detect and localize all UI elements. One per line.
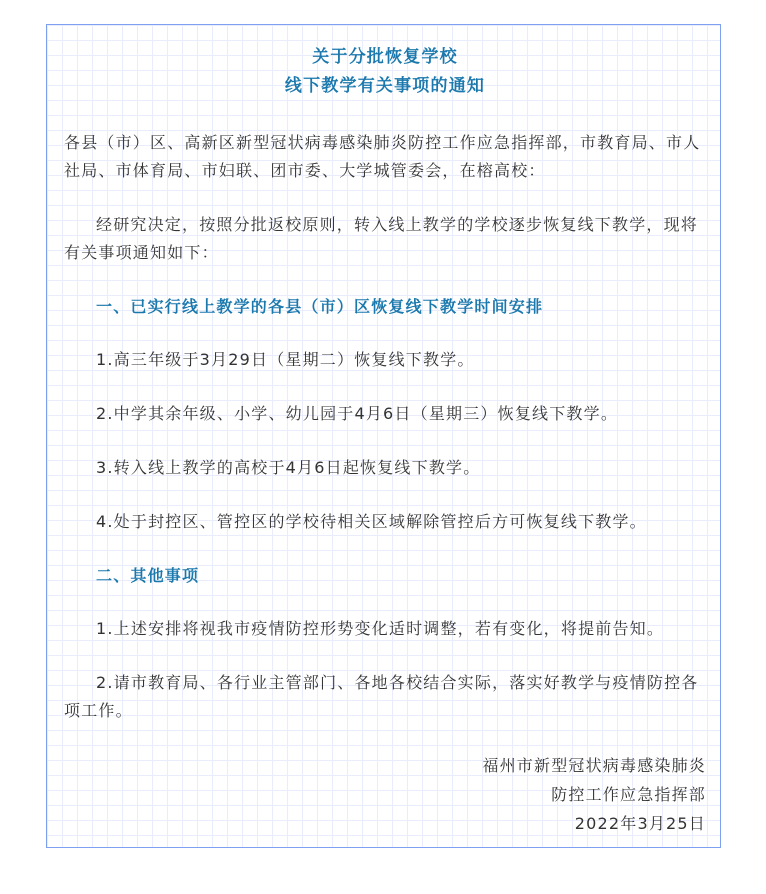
section-1-item: 4.处于封控区、管控区的学校待相关区域解除管控后方可恢复线下教学。 [96,512,647,531]
intro-paragraph: 经研究决定，按照分批返校原则，转入线上教学的学校逐步恢复线下教学，现将有关事项通知如下： [64,215,699,262]
section-2-item: 2.请市教育局、各行业主管部门、各地各校结合实际，落实好教学与疫情防控各项工作。 [64,673,699,720]
section-2-heading: 二、其他事项 [96,566,200,585]
signature-date: 2022年3月25日 [574,814,706,833]
section-2-item: 1.上述安排将视我市疫情防控形势变化适时调整，若有变化，将提前告知。 [96,619,665,638]
document-body [64,43,706,838]
notice-document [46,24,721,848]
section-1-heading: 一、已实行线上教学的各县（市）区恢复线下教学时间安排 [96,297,544,316]
section-1-item: 2.中学其余年级、小学、幼儿园于4月6日（星期三）恢复线下教学。 [96,404,619,423]
section-1-item: 3.转入线上教学的高校于4月6日起恢复线下教学。 [96,458,481,477]
document-title [64,43,706,101]
title-line-1: 关于分批恢复学校 [312,47,458,67]
signature-line-2: 防控工作应急指挥部 [551,785,706,804]
title-line-2: 线下教学有关事项的通知 [284,76,486,96]
signature-line-1: 福州市新型冠状病毒感染肺炎 [482,756,706,775]
section-1-item: 1.高三年级于3月29日（星期二）恢复线下教学。 [96,350,475,369]
addressee: 各县（市）区、高新区新型冠状病毒感染肺炎防控工作应急指挥部，市教育局、市人社局、市体育局、市妇联、团市委、大学城管委会，在榕高校： [64,133,701,180]
